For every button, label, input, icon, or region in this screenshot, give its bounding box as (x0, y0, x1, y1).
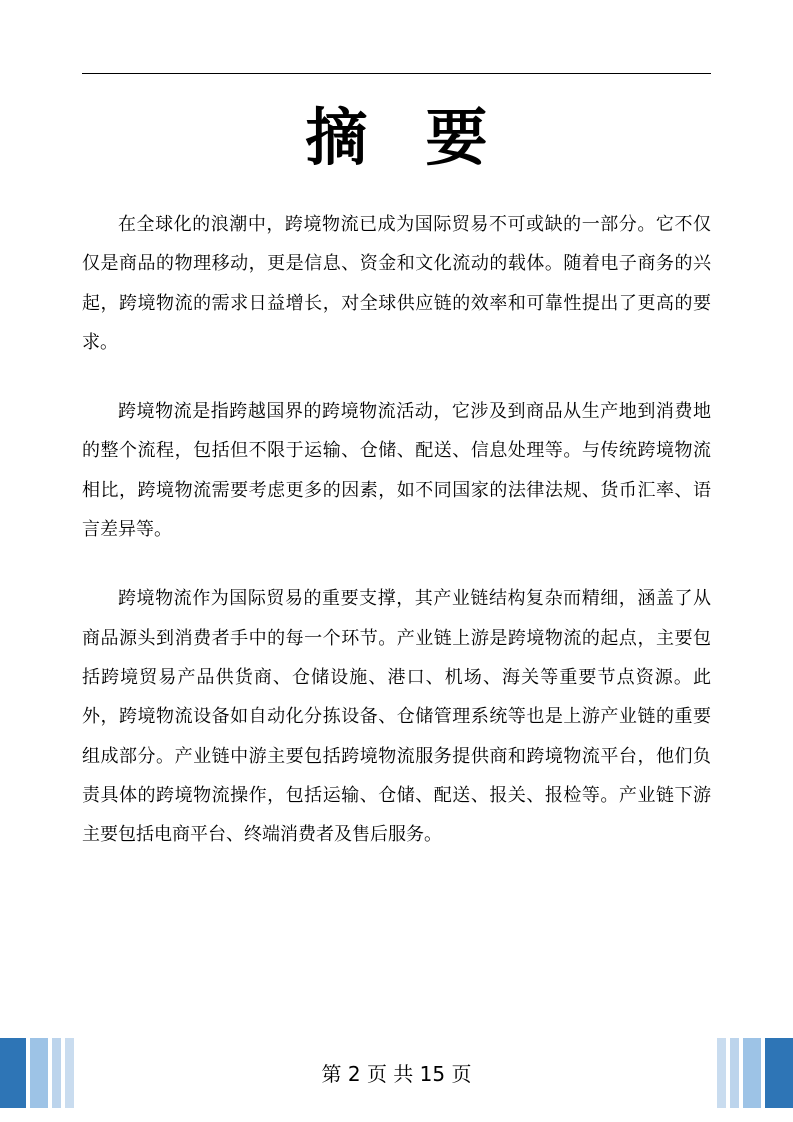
paragraph: 在全球化的浪潮中，跨境物流已成为国际贸易不可或缺的一部分。它不仅仅是商品的物理移动，更是信息、资金和文化流动的载体。随着电子商务的兴起，跨境物流的需求日益增长，对全球供应链的效率和可靠性提出了更高的要求。 (82, 214, 711, 353)
paragraph: 跨境物流作为国际贸易的重要支撑，其产业链结构复杂而精细，涵盖了从商品源头到消费者手中的每一个环节。产业链上游是跨境物流的起点，主要包括跨境贸易产品供货商、仓储设施、港口、机场、海关等重要节点资源。此外，跨境物流设备如自动化分拣设备、仓储管理系统等也是上游产业链的重要组成部分。产业链中游主要包括跨境物流服务提供商和跨境物流平台，他们负责具体的跨境物流操作，包括运输、仓储、配送、报关、报检等。产业链下游主要包括电商平台、终端消费者及售后服务。 (82, 588, 711, 846)
page-title (0, 95, 793, 181)
page-number: 第 2 页 共 15 页 (321, 1062, 472, 1086)
header-rule (82, 73, 711, 74)
abstract-body (82, 205, 711, 884)
title-char-2: 要 (425, 101, 488, 174)
paragraph: 跨境物流是指跨越国界的跨境物流活动，它涉及到商品从生产地到消费地的整个流程，包括但不限于运输、仓储、配送、信息处理等。与传统跨境物流相比，跨境物流需要考虑更多的因素，如不同国家的法律法规、货币汇率、语言差异等。 (82, 401, 711, 541)
title-char-1: 摘 (305, 101, 368, 174)
